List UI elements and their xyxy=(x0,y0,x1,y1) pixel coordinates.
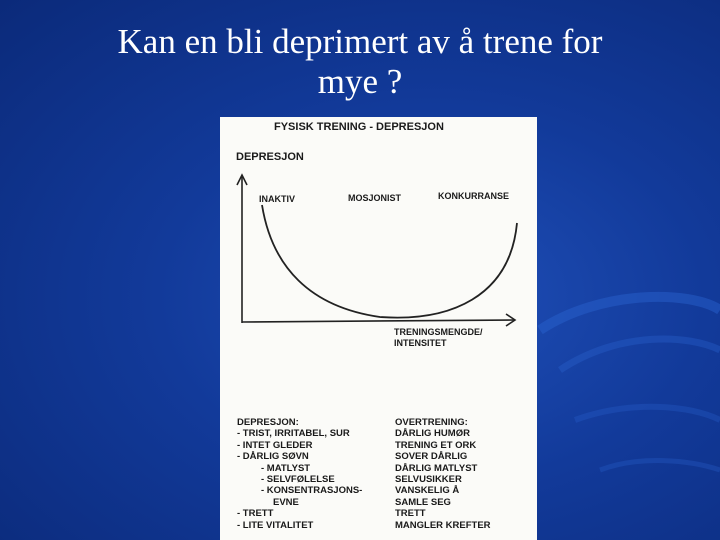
list-item: DÅRLIG MATLYST xyxy=(395,462,478,474)
list-item: SAMLE SEG xyxy=(395,496,451,508)
figure-heading: FYSISK TRENING - DEPRESJON xyxy=(274,121,444,133)
list-item: - TRETT xyxy=(237,508,274,520)
list-item: - LITE VITALITET xyxy=(237,519,314,531)
list-item: EVNE xyxy=(273,496,299,508)
depression-curve xyxy=(262,205,517,318)
zone-label-konkurranse: KONKURRANSE xyxy=(438,191,510,201)
slide-title xyxy=(0,22,720,102)
depression-symptom-list xyxy=(237,417,362,531)
list-item: DÅRLIG HUMØR xyxy=(395,428,470,440)
list-item: MANGLER KREFTER xyxy=(395,519,491,531)
list-item: - MATLYST xyxy=(261,462,311,474)
u-curve-graph xyxy=(220,117,537,347)
slide-title-line-2: mye ? xyxy=(317,62,403,101)
list-item: - TRIST, IRRITABEL, SUR xyxy=(237,428,350,440)
zone-label-inaktiv: INAKTIV xyxy=(259,194,295,204)
list-item: VANSKELIG Å xyxy=(395,485,460,497)
list-item: - INTET GLEDER xyxy=(237,439,313,451)
list-item: TRETT xyxy=(395,508,426,520)
y-axis-label: DEPRESJON xyxy=(236,151,304,163)
overtraining-symptom-list xyxy=(395,417,491,531)
depression-list-heading: DEPRESJON: xyxy=(237,417,299,428)
slide-title-line-1: Kan en bli deprimert av å trene for xyxy=(117,22,603,61)
overtraining-list-heading: OVERTRENING: xyxy=(395,417,468,428)
list-item: - SELVFØLELSE xyxy=(261,474,335,486)
x-axis-label-line-1: TRENINGSMENGDE/ xyxy=(394,327,483,337)
list-item: - KONSENTRASJONS- xyxy=(261,485,363,497)
x-axis xyxy=(242,320,514,322)
scanned-figure xyxy=(220,117,537,540)
list-item: - DÅRLIG SØVN xyxy=(237,451,309,463)
list-item: SELVUSIKKER xyxy=(395,474,462,486)
list-item: SOVER DÅRLIG xyxy=(395,451,468,463)
zone-label-mosjonist: MOSJONIST xyxy=(348,193,402,203)
list-item: TRENING ET ORK xyxy=(395,439,477,451)
x-axis-label-line-2: INTENSITET xyxy=(394,338,447,348)
